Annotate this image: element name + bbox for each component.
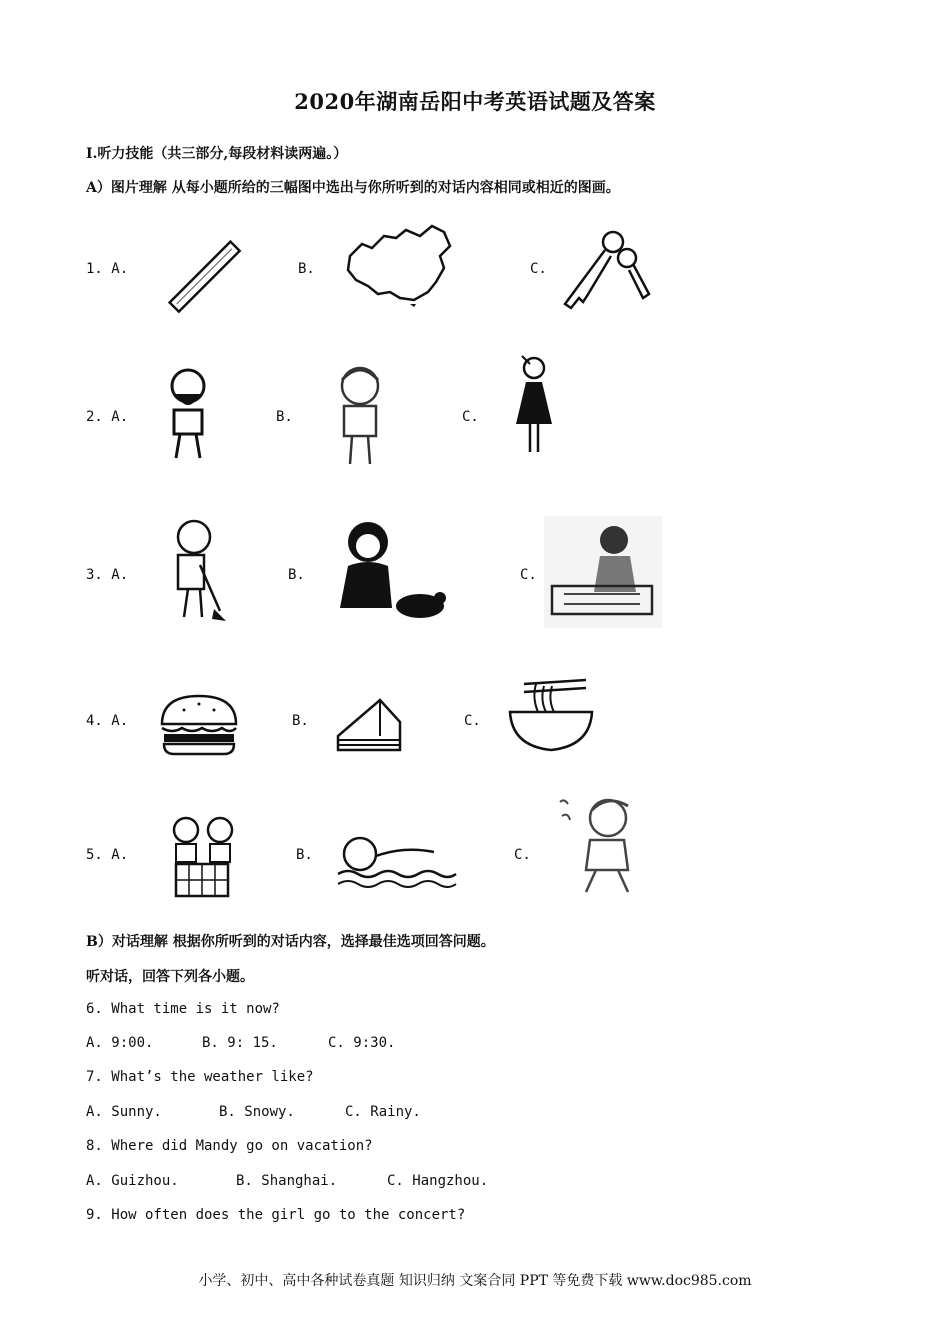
question-number: 1. A. — [86, 261, 129, 277]
boy-skating-icon — [556, 790, 648, 900]
option-c-label: C. — [464, 713, 481, 729]
boy-icon — [324, 360, 394, 470]
option-c-label: C. — [530, 261, 547, 277]
girl-dress-icon — [508, 352, 560, 460]
option-b-label: B. — [276, 409, 293, 425]
china-map-icon — [340, 222, 455, 307]
option-b-label: B. — [298, 261, 315, 277]
option-c: C. Rainy. — [345, 1104, 421, 1120]
question-number: 4. A. — [86, 713, 129, 729]
question-8-options — [86, 1173, 488, 1189]
part-b-heading: B）对话理解 根据你所听到的对话内容，选择最佳选项回答问题。 — [86, 934, 495, 950]
option-b-label: B. — [296, 847, 313, 863]
option-b: B. Snowy. — [219, 1104, 295, 1120]
option-c: C. 9:30. — [328, 1035, 396, 1051]
option-c-label: C. — [462, 409, 479, 425]
page-title: 2020年湖南岳阳中考英语试题及答案 — [294, 89, 656, 114]
section-heading: I.听力技能（共三部分,每段材料读两遍。） — [86, 146, 348, 162]
option-c: C. Hangzhou. — [387, 1173, 489, 1189]
ruler-icon — [160, 232, 250, 322]
option-b: B. 9: 15. — [202, 1035, 278, 1051]
kids-chess-icon — [162, 812, 246, 898]
girl-dog-icon — [328, 512, 450, 626]
question-6-options — [86, 1035, 395, 1051]
swimmer-icon — [334, 832, 458, 894]
instruction: 听对话，回答下列各小题。 — [86, 969, 254, 985]
sandwich-icon — [334, 696, 404, 758]
option-a: A. Guizhou. — [86, 1173, 179, 1189]
question-6: 6. What time is it now? — [86, 1001, 280, 1017]
girl-cooking-icon — [544, 516, 662, 628]
question-9: 9. How often does the girl go to the concert? — [86, 1207, 466, 1223]
question-7: 7. What’s the weather like? — [86, 1069, 314, 1085]
question-number: 2. A. — [86, 409, 129, 425]
sweeping-boy-icon — [160, 515, 232, 625]
option-b: B. Shanghai. — [236, 1173, 338, 1189]
page-footer: 小学、初中、高中各种试卷真题 知识归纳 文案合同 PPT 等免费下载 www.doc985.com — [198, 1273, 752, 1289]
option-b-label: B. — [288, 567, 305, 583]
option-b-label: B. — [292, 713, 309, 729]
hamburger-icon — [158, 694, 240, 756]
option-c-label: C. — [514, 847, 531, 863]
question-number: 3. A. — [86, 567, 129, 583]
noodles-bowl-icon — [506, 674, 596, 754]
part-a-heading: A）图片理解 从每小题所给的三幅图中选出与你所听到的对话内容相同或相近的图画。 — [86, 180, 620, 196]
option-c-label: C. — [520, 567, 537, 583]
keys-icon — [555, 228, 655, 313]
option-a: A. Sunny. — [86, 1104, 162, 1120]
old-man-icon — [158, 366, 218, 464]
question-7-options — [86, 1104, 421, 1120]
question-number: 5. A. — [86, 847, 129, 863]
option-a: A. 9:00. — [86, 1035, 154, 1051]
question-8: 8. Where did Mandy go on vacation? — [86, 1138, 373, 1154]
